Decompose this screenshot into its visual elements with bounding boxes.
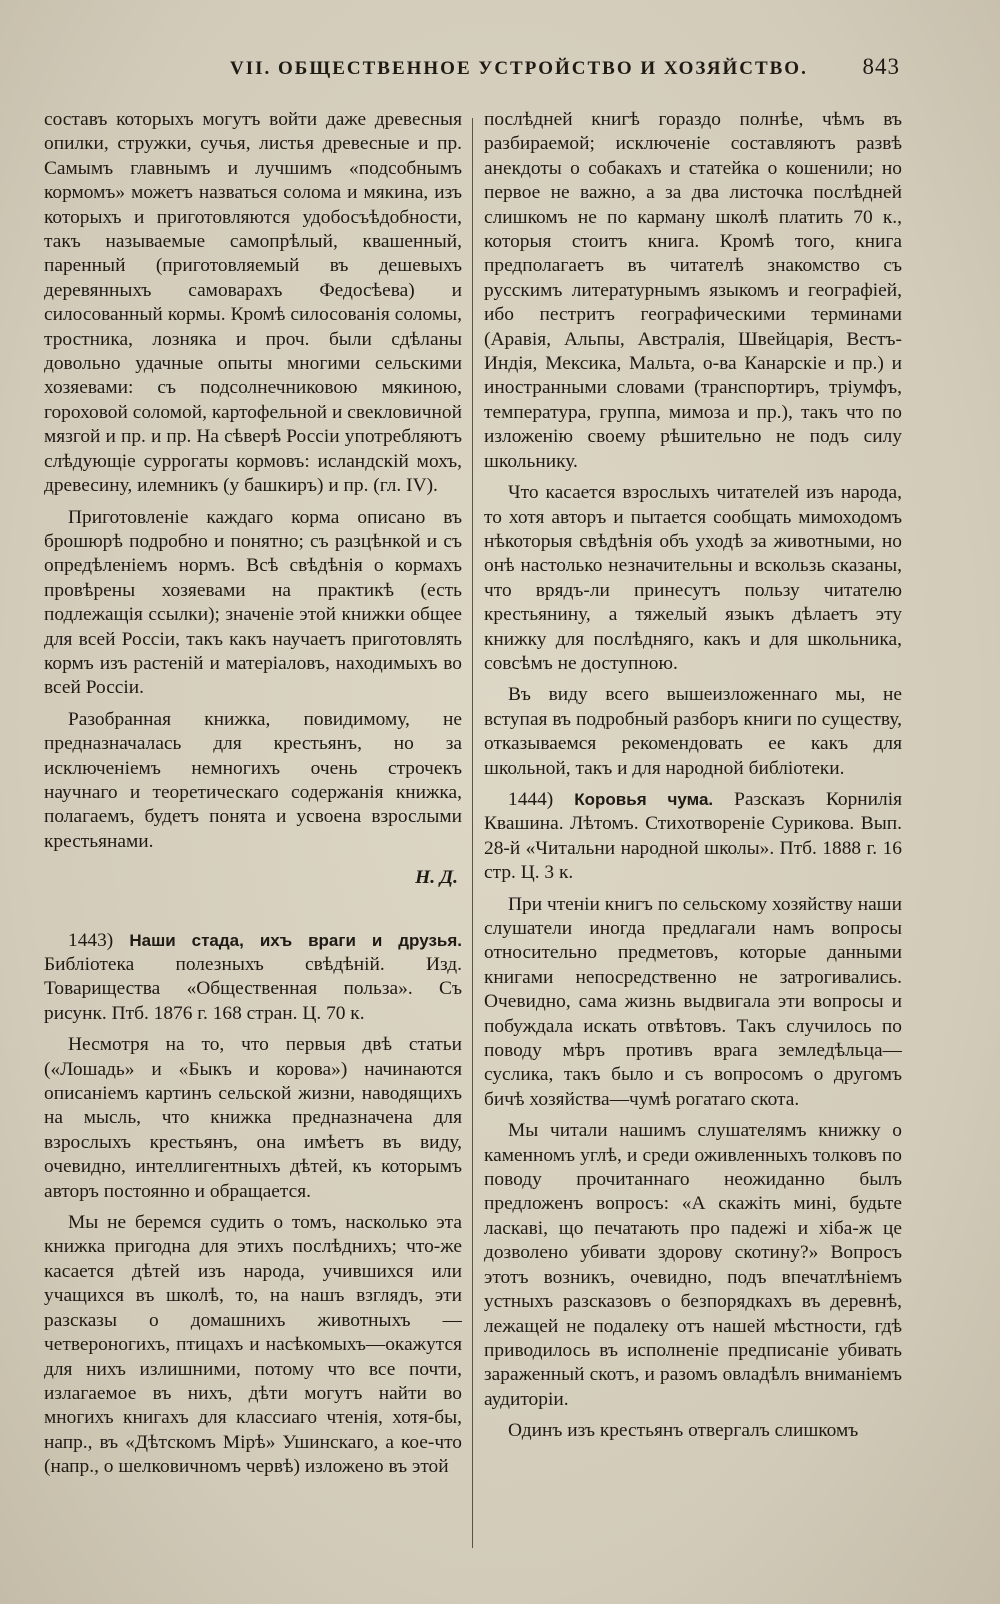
- entry-number: 1443): [68, 929, 114, 951]
- paragraph: Приготовленіе каждаго корма описано въ брошюрѣ подробно и понятно; съ разцѣнкой и съ опредѣленіемъ нормъ. Всѣ свѣдѣнія о кормахъ провѣрены хозяевами на практикѣ (есть подлежащія ссылки); значеніе этой книжки общее для всей Россіи, такъ какъ научаетъ приготовлять кормъ изъ растеній и матеріаловъ, находимыхъ во всей Россіи.: [44, 506, 462, 699]
- paragraph: составъ которыхъ могутъ войти даже древесныя опилки, стружки, сучья, листья древесные и пр. Самымъ главнымъ и лучшимъ «подсобнымъ кормомъ» можетъ назваться солома и мякина, изъ которыхъ и приготовляются удобосъѣдобности, такъ называемые самопрѣлый, квашенный, паренный (приготовляемый въ дешевыхъ деревянныхъ самоварахъ Федосѣева) и силосованный кормы. Кромѣ силосованія соломы, тростника, лозняка и проч. были сдѣланы довольно удачные опыты многими сельскими хозяевами: съ подсолнечниковою мякиною, гороховой соломой, картофельной и свекловичной мязгой и пр. и пр. На сѣверѣ Россіи употребляютъ слѣдующіе суррогаты кормовъ: исландскій мохъ, древесину, илемникъ (у башкиръ) и пр. (гл. IV).: [44, 109, 462, 497]
- entry-number: 1444): [508, 788, 554, 810]
- left-column: [44, 108, 462, 1558]
- entry-title: Коровья чума.: [574, 789, 714, 809]
- paragraph: Мы не беремся судить о томъ, насколько эта книжка пригодна для этихъ послѣднихъ; что-же касается дѣтей изъ народа, учившихся или учащихся въ школѣ, то, на нашъ взглядъ, эти разсказы о домашнихъ животныхъ — четвероногихъ, птицахъ и насѣкомыхъ—окажутся для нихъ излишними, потому что все почти, излагаемое въ нихъ, дѣти могутъ найти во многихъ книгахъ для классиаго чтенія, хотя-бы, напр., въ «Дѣтскомъ Мірѣ» Ушинскаго, а кое-что (напр., о шелковичномъ червѣ) изложено въ этой: [44, 1212, 462, 1478]
- bibliography-entry-1444: [484, 788, 902, 886]
- paragraph: Мы читали нашимъ слушателямъ книжку о каменномъ углѣ, и среди оживленныхъ толковъ по поводу прочитаннаго неожиданно былъ предложенъ вопросъ: «А скажіть мині, будьте ласкаві, що печатають про падежі и хіба-ж це дозволено убивати здорову скотину?» Вопросъ этотъ возникъ, очевидно, подъ впечатлѣніемъ устныхъ разсказовъ о безпорядкахъ въ деревнѣ, лежащей не подалеку отъ нашей мѣстности, гдѣ приводилось въ исполненіе предписаніе убивать зараженный скотъ, и разомъ овладѣлъ вниманіемъ аудиторіи.: [484, 1120, 902, 1410]
- paragraph: Разобранная книжка, повидимому, не предназначалась для крестьянъ, но за исключеніемъ немногихъ очень строчекъ научнаго и теоретическаго содержанія книжка, полагаемъ, будетъ понята и усвоена взрослыми крестьянами.: [44, 708, 462, 852]
- right-column: [484, 108, 902, 1558]
- bibliography-entry-1443: [44, 929, 462, 1027]
- paragraph: послѣдней книгѣ гораздо полнѣе, чѣмъ въ разбираемой; исключеніе составляютъ развѣ анекдоты о собакахъ и статейка о кошенили; но первое не важно, а за два листочка послѣдней слишкомъ не по карману школѣ платить 70 к., которыя стоитъ книга. Кромѣ того, книга предполагаетъ въ читателѣ знакомство съ русскимъ литературнымъ языкомъ и географіей, ибо пестритъ географическими терминами (Аравія, Альпы, Австралія, Швейцарія, Вестъ-Индія, Мексика, Мальта, о-ва Канарскіе и пр.) и иностранными словами (транспортиръ, тріумфъ, температура, группа, мимоза и пр.), такъ что по изложенію своему рѣшительно не подъ силу школьнику.: [484, 109, 902, 472]
- entry-title: Наши стада, ихъ враги и друзья.: [129, 930, 462, 950]
- entry-details: Разсказъ Корнилія Квашина. Лѣтомъ. Стихотвореніе Сурикова. Вып. 28-й «Читальни народной школы». Птб. 1888 г. 16 стр. Ц. 3 к.: [484, 788, 902, 884]
- paragraph: При чтеніи книгъ по сельскому хозяйству наши слушатели иногда предлагали намъ вопросы относительно предметовъ, которые данными книгами непосредственно не затрогивались. Очевидно, сама жизнь выдвигала эти вопросы и побуждала искать отвѣтовъ. Такъ случилось по поводу мѣръ противъ врага земледѣльца—суслика, такъ было и съ вопросомъ о другомъ бичѣ хозяйства—чумѣ рогатаго скота.: [484, 893, 902, 1110]
- signature: Н. Д.: [415, 867, 458, 889]
- paragraph: Въ виду всего вышеизложеннаго мы, не вступая въ подробный разборъ книги по существу, отказываемся рекомендовать ее какъ для школьной, такъ и для народной библіотеки.: [484, 684, 902, 779]
- paragraph: Одинъ изъ крестьянъ отвергалъ слишкомъ: [508, 1420, 859, 1442]
- paragraph: Несмотря на то, что первыя двѣ статьи («Лошадь» и «Быкъ и корова») начинаются описаніемъ картинъ сельской жизни, наводящихъ на мысль, что книжка предназначена для взрослыхъ крестьянъ, она имѣетъ въ виду, очевидно, интеллигентныхъ дѣтей, къ которымъ авторъ постоянно и обращается.: [44, 1034, 462, 1202]
- paragraph: Что касается взрослыхъ читателей изъ народа, то хотя авторъ и пытается сообщать мимоходомъ нѣкоторыя свѣдѣнія объ уходѣ за животными, но онѣ настолько незначительны и вскользь сказаны, что врядъ-ли принесутъ пользу читателю крестьянину, а тяжелый языкъ дѣлаетъ эту книжку для послѣдняго, какъ и для школьника, совсѣмъ не доступною.: [484, 482, 902, 674]
- page-number: 843: [862, 54, 900, 79]
- running-head: VII. ОБЩЕСТВЕННОЕ УСТРОЙСТВО И ХОЗЯЙСТВО.: [230, 58, 808, 79]
- entry-details: Библіотека полезныхъ свѣдѣній. Изд. Товарищества «Общественная польза». Съ рисунк. Птб. 1876 г. 168 стран. Ц. 70 к.: [44, 954, 462, 1024]
- column-divider: [472, 118, 473, 1548]
- page-header: [40, 52, 900, 92]
